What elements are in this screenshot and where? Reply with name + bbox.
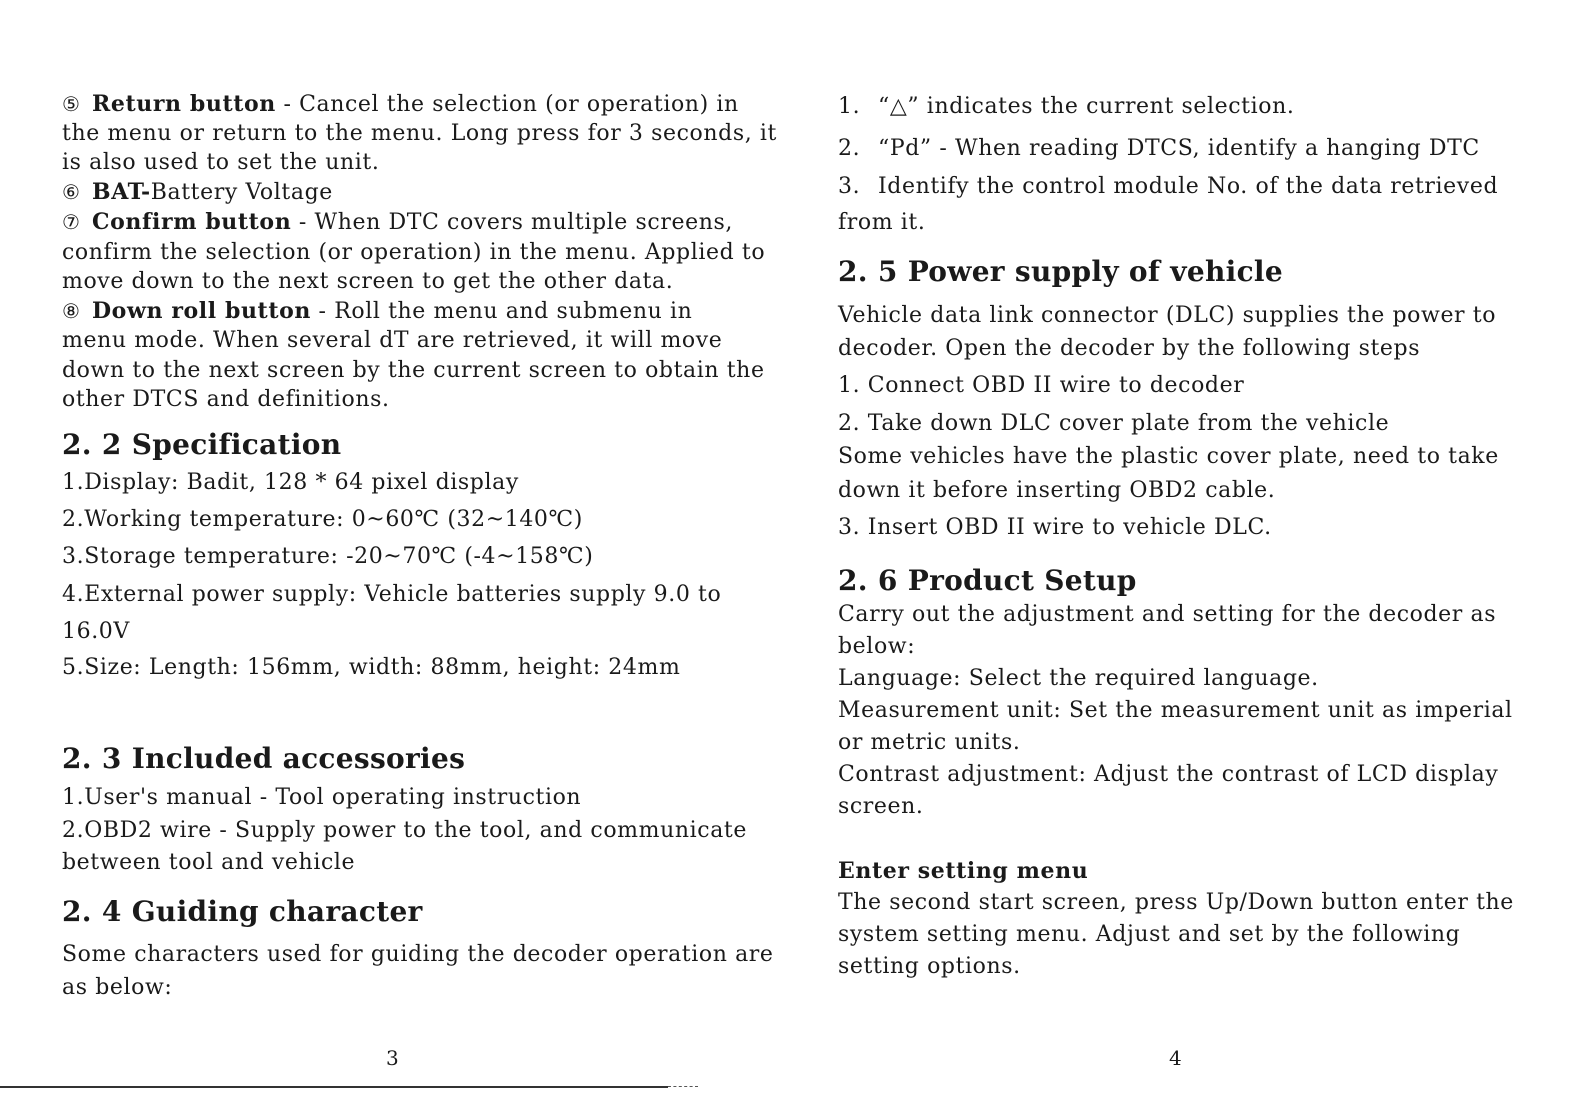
setup-text: Language: Select the required language. bbox=[838, 666, 1319, 691]
return-button-text: - Cancel the selection (or operation) in bbox=[275, 92, 739, 117]
enter-setting-text: The second start screen, press Up/Down button enter the bbox=[838, 890, 1514, 915]
spec-item: 1.Display: Badit, 128 * 64 pixel display bbox=[62, 470, 519, 495]
spec-item: 5.Size: Length: 156mm, width: 88mm, height: 24mm bbox=[62, 655, 681, 680]
guide-item-text: Identify the control module No. of the data retrieved bbox=[878, 174, 1499, 199]
down-roll-button-label: Down roll button bbox=[92, 298, 311, 324]
power-step: 1. Connect OBD II wire to decoder bbox=[838, 373, 1245, 398]
bottom-rule bbox=[0, 1086, 668, 1088]
guiding-text: Some characters used for guiding the decoder operation are bbox=[62, 942, 774, 967]
guide-item-module bbox=[838, 172, 1498, 201]
guiding-text: as below: bbox=[62, 975, 173, 1000]
confirm-button-cont-2: move down to the next screen to get the other data. bbox=[62, 269, 674, 294]
guide-item-text: “Pd” - When reading DTCS, identify a hanging DTC bbox=[878, 136, 1480, 161]
circled-number-6: ⑥ bbox=[62, 180, 81, 204]
confirm-button-text: - When DTC covers multiple screens, bbox=[291, 210, 733, 235]
setup-text: Carry out the adjustment and setting for the decoder as bbox=[838, 602, 1497, 627]
setup-text: Contrast adjustment: Adjust the contrast of LCD display bbox=[838, 762, 1499, 787]
down-roll-cont-2: down to the next screen by the current screen to obtain the bbox=[62, 358, 765, 383]
page-number: 3 bbox=[386, 1046, 399, 1070]
down-roll-button-text: - Roll the menu and submenu in bbox=[310, 299, 693, 324]
specification-heading: 2. 2 Specification bbox=[62, 428, 342, 461]
setup-text: or metric units. bbox=[838, 730, 1021, 755]
accessory-item: 2.OBD2 wire - Supply power to the tool, and communicate bbox=[62, 818, 747, 843]
page-number: 4 bbox=[1169, 1046, 1182, 1070]
enter-setting-text: system setting menu. Adjust and set by the following bbox=[838, 922, 1461, 947]
power-supply-heading: 2. 5 Power supply of vehicle bbox=[838, 255, 1283, 288]
down-roll-cont-3: other DTCS and definitions. bbox=[62, 387, 390, 412]
circled-number-5: ⑤ bbox=[62, 92, 81, 116]
power-text: decoder. Open the decoder by the following steps bbox=[838, 336, 1421, 361]
list-number: 2. bbox=[838, 136, 861, 161]
setup-text: below: bbox=[838, 634, 916, 659]
list-number: 3. bbox=[838, 174, 861, 199]
circled-number-8: ⑧ bbox=[62, 299, 81, 323]
accessory-item: 1.User's manual - Tool operating instruction bbox=[62, 785, 582, 810]
confirm-button-label: Confirm button bbox=[92, 209, 292, 235]
confirm-button-cont-1: confirm the selection (or operation) in the menu. Applied to bbox=[62, 240, 766, 265]
return-button-cont-2: is also used to set the unit. bbox=[62, 150, 380, 175]
guide-item-text: “△” indicates the current selection. bbox=[878, 94, 1295, 119]
bat-item bbox=[62, 178, 333, 207]
confirm-button-item bbox=[62, 208, 733, 237]
product-setup-heading: 2. 6 Product Setup bbox=[838, 564, 1137, 597]
bottom-mark bbox=[668, 1086, 698, 1089]
circled-number-7: ⑦ bbox=[62, 210, 81, 234]
bat-label: BAT- bbox=[92, 179, 151, 205]
power-note: down it before inserting OBD2 cable. bbox=[838, 478, 1276, 503]
power-text: Vehicle data link connector (DLC) supplies the power to bbox=[838, 303, 1497, 328]
down-roll-cont-1: menu mode. When several dT are retrieved, it will move bbox=[62, 328, 723, 353]
power-note: Some vehicles have the plastic cover plate, need to take bbox=[838, 444, 1499, 469]
setup-text: Measurement unit: Set the measurement unit as imperial bbox=[838, 698, 1513, 723]
spec-item: 4.External power supply: Vehicle batteries supply 9.0 to bbox=[62, 582, 722, 607]
guide-item-selection bbox=[838, 92, 1294, 121]
spec-item: 3.Storage temperature: -20~70℃ (-4~158℃) bbox=[62, 544, 594, 569]
list-number: 1. bbox=[838, 94, 861, 119]
power-step: 3. Insert OBD II wire to vehicle DLC. bbox=[838, 515, 1272, 540]
accessories-heading: 2. 3 Included accessories bbox=[62, 742, 466, 775]
return-button-item bbox=[62, 90, 739, 119]
enter-setting-text: setting options. bbox=[838, 954, 1021, 979]
guide-item-cont: from it. bbox=[838, 210, 926, 235]
guide-item-pd bbox=[838, 134, 1480, 163]
spec-item: 16.0V bbox=[62, 619, 130, 644]
accessory-item: between tool and vehicle bbox=[62, 850, 356, 875]
power-step: 2. Take down DLC cover plate from the vehicle bbox=[838, 411, 1390, 436]
enter-setting-heading: Enter setting menu bbox=[838, 858, 1089, 884]
setup-text: screen. bbox=[838, 794, 924, 819]
return-button-cont-1: the menu or return to the menu. Long press for 3 seconds, it bbox=[62, 121, 777, 146]
bat-text: Battery Voltage bbox=[150, 180, 333, 205]
guiding-heading: 2. 4 Guiding character bbox=[62, 895, 423, 928]
spec-item: 2.Working temperature: 0~60℃ (32~140℃) bbox=[62, 507, 583, 532]
return-button-label: Return button bbox=[92, 91, 276, 117]
down-roll-button-item bbox=[62, 297, 692, 326]
